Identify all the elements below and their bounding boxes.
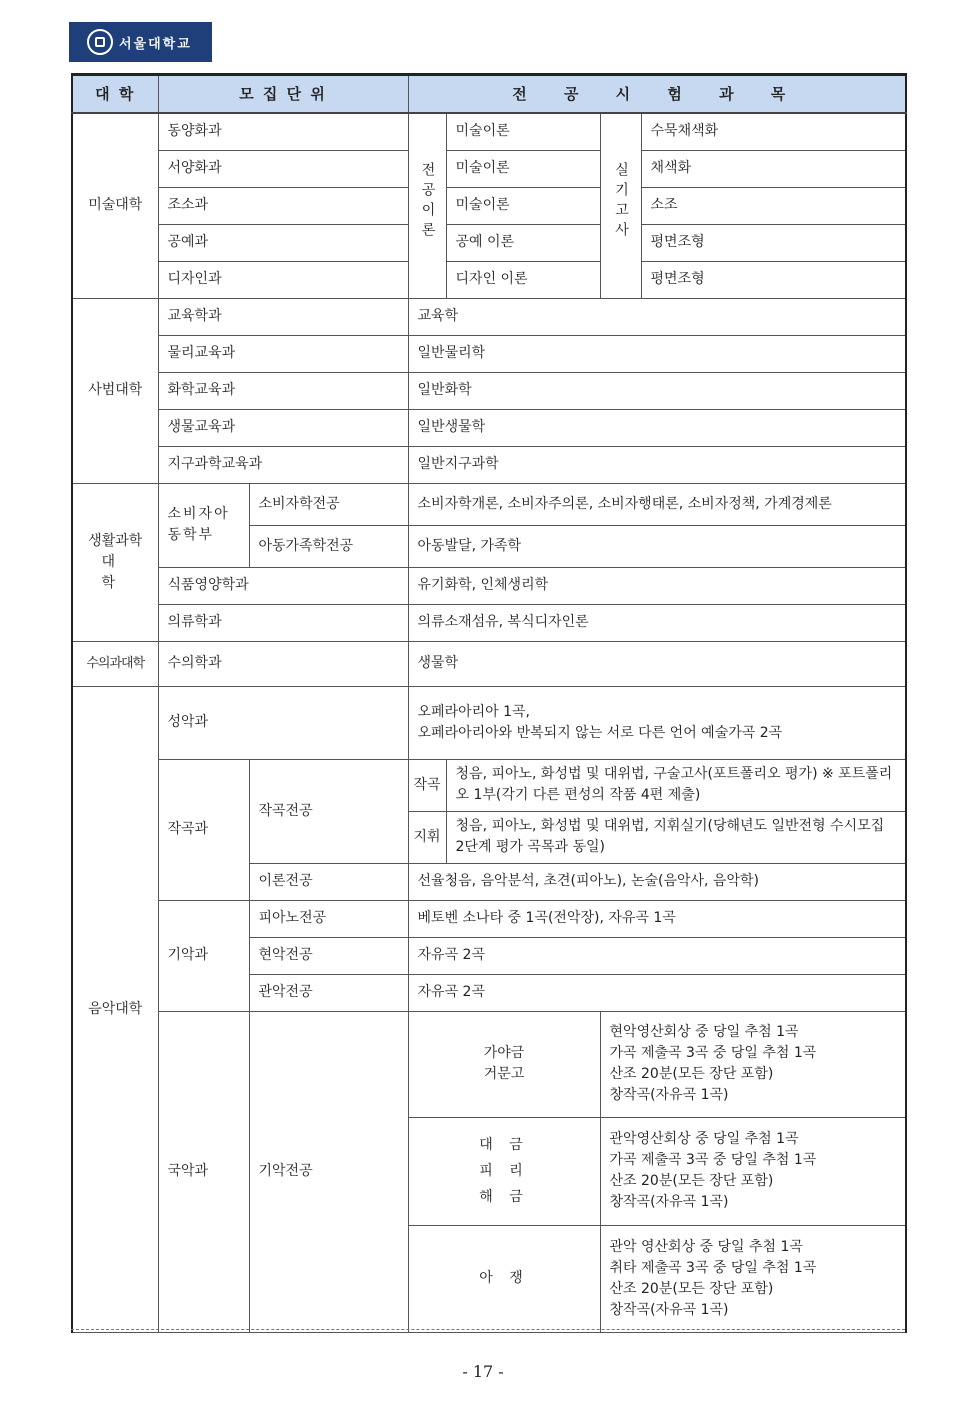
theory-subject: 공예 이론	[446, 224, 600, 261]
instrument-gayageum-line2: 거문고	[483, 1066, 525, 1082]
major-child-family: 아동가족학전공	[249, 525, 408, 567]
subject-vocal	[408, 686, 906, 759]
list-item: 현악영산회상 중 당일 추첨 1곡	[609, 1024, 799, 1040]
table-row	[72, 900, 906, 937]
header-subjects: 전 공 시 험 과 목	[408, 75, 906, 114]
unit-composition: 작곡과	[158, 759, 249, 900]
sub-conducting: 지휘	[408, 811, 446, 863]
dept-consumer-child: 소비자아동학부	[158, 483, 249, 567]
subject-gayageum	[600, 1011, 906, 1117]
practical-subject: 평면조형	[641, 261, 906, 298]
unit-cell: 수의학과	[158, 641, 408, 686]
college-life-line1: 생활과학	[88, 532, 143, 549]
subject-child-family: 아동발달, 가족학	[408, 525, 906, 567]
subject-daegeum	[600, 1117, 906, 1225]
subject-winds: 자유곡 2곡	[408, 974, 906, 1011]
list-item: 산조 20분(모든 장단 포함)	[609, 1066, 774, 1082]
college-edu: 사범대학	[72, 298, 158, 483]
table-row	[72, 1011, 906, 1117]
table-row	[72, 224, 906, 261]
college-art: 미술대학	[72, 113, 158, 298]
unit-korean-music: 국악과	[158, 1011, 249, 1332]
practical-label: 실기고사	[600, 113, 641, 298]
major-consumer: 소비자학전공	[249, 483, 408, 525]
instrument-daegeum	[408, 1117, 600, 1225]
unit-cell: 조소과	[158, 187, 408, 224]
logo-text: 서울대학교	[119, 36, 192, 52]
header-unit: 모 집 단 위	[158, 75, 408, 114]
table-header-row	[72, 75, 906, 114]
unit-cell: 식품영양학과	[158, 567, 408, 604]
header-college: 대 학	[72, 75, 158, 114]
university-logo	[69, 22, 212, 62]
sub-composition: 작곡	[408, 759, 446, 811]
subject-cell: 유기화학, 인체생리학	[408, 567, 906, 604]
instrument-daegeum-line1: 대 금	[479, 1137, 529, 1153]
page-number: - 17 -	[462, 1362, 504, 1381]
table-row	[72, 261, 906, 298]
table-row	[72, 604, 906, 641]
college-music: 음악대학	[72, 686, 158, 1332]
instrument-gayageum-line1: 가야금	[483, 1045, 525, 1061]
table-row	[72, 567, 906, 604]
theory-subject: 미술이론	[446, 150, 600, 187]
instrument-ajaeng: 아 쟁	[408, 1225, 600, 1332]
subject-ajaeng	[600, 1225, 906, 1332]
table-row	[72, 409, 906, 446]
theory-subject: 디자인 이론	[446, 261, 600, 298]
college-vet: 수의과대학	[72, 641, 158, 686]
subject-theory: 선율청음, 음악분석, 초견(피아노), 논술(음악사, 음악학)	[408, 863, 906, 900]
unit-cell: 지구과학교육과	[158, 446, 408, 483]
major-theory: 이론전공	[249, 863, 408, 900]
table-row	[72, 641, 906, 686]
table-row	[72, 686, 906, 759]
major-winds: 관악전공	[249, 974, 408, 1011]
table-row	[72, 483, 906, 525]
theory-subject: 미술이론	[446, 187, 600, 224]
unit-cell: 공예과	[158, 224, 408, 261]
subject-composition: 청음, 피아노, 화성법 및 대위법, 구술고사(포트폴리오 평가) ※ 포트폴리오 1부(각기 다른 편성의 작품 4편 제출)	[446, 759, 906, 811]
table-bottom-rule	[71, 1329, 905, 1330]
unit-cell: 디자인과	[158, 261, 408, 298]
subject-piano: 베토벤 소나타 중 1곡(전악장), 자유곡 1곡	[408, 900, 906, 937]
subject-cell: 생물학	[408, 641, 906, 686]
unit-vocal: 성악과	[158, 686, 408, 759]
table-row	[72, 187, 906, 224]
list-item: 취타 제출곡 3곡 중 당일 추첨 1곡	[609, 1259, 817, 1276]
unit-cell: 화학교육과	[158, 372, 408, 409]
college-life-line2: 대 학	[101, 553, 130, 591]
table-row	[72, 298, 906, 335]
subject-cell: 교육학	[408, 298, 906, 335]
unit-cell: 의류학과	[158, 604, 408, 641]
unit-cell: 서양화과	[158, 150, 408, 187]
table-row	[72, 113, 906, 150]
major-korean-instrumental: 기악전공	[249, 1011, 408, 1332]
list-item: 창작곡(자유곡 1곡)	[609, 1087, 729, 1103]
unit-instrumental: 기악과	[158, 900, 249, 1011]
subject-cell: 일반생물학	[408, 409, 906, 446]
practical-subject: 소조	[641, 187, 906, 224]
subject-consumer: 소비자학개론, 소비자주의론, 소비자행태론, 소비자정책, 가계경제론	[408, 483, 906, 525]
university-seal-icon	[87, 29, 113, 55]
college-life	[72, 483, 158, 641]
subject-strings: 자유곡 2곡	[408, 937, 906, 974]
major-composition: 작곡전공	[249, 759, 408, 863]
table-row	[72, 150, 906, 187]
practical-subject: 평면조형	[641, 224, 906, 261]
subject-conducting: 청음, 피아노, 화성법 및 대위법, 지휘실기(당해년도 일반전형 수시모집 2단계 평가 곡목과 동일)	[446, 811, 906, 863]
list-item: 가곡 제출곡 3곡 중 당일 추첨 1곡	[609, 1045, 817, 1061]
subject-cell: 일반물리학	[408, 335, 906, 372]
table-row	[72, 446, 906, 483]
list-item: 가곡 제출곡 3곡 중 당일 추첨 1곡	[609, 1152, 817, 1168]
exam-subjects-table	[71, 73, 907, 1333]
list-item: 창작곡(자유곡 1곡)	[609, 1301, 729, 1318]
unit-cell: 동양화과	[158, 113, 408, 150]
unit-cell: 물리교육과	[158, 335, 408, 372]
major-piano: 피아노전공	[249, 900, 408, 937]
practical-subject: 채색화	[641, 150, 906, 187]
list-item: 산조 20분(모든 장단 포함)	[609, 1173, 774, 1189]
subject-vocal-line2: 오페라아리아와 반복되지 않는 서로 다른 언어 예술가곡 2곡	[417, 724, 783, 741]
instrument-daegeum-line3: 해 금	[479, 1189, 529, 1205]
unit-cell: 교육학과	[158, 298, 408, 335]
table-row	[72, 372, 906, 409]
table-row	[72, 759, 906, 811]
theory-subject: 미술이론	[446, 113, 600, 150]
practical-subject: 수묵채색화	[641, 113, 906, 150]
list-item: 창작곡(자유곡 1곡)	[609, 1194, 729, 1210]
table-row	[72, 335, 906, 372]
subject-vocal-line1: 오페라아리아 1곡,	[417, 703, 530, 720]
major-strings: 현악전공	[249, 937, 408, 974]
theory-label: 전공이론	[408, 113, 446, 298]
instrument-daegeum-line2: 피 리	[479, 1163, 529, 1179]
unit-cell: 생물교육과	[158, 409, 408, 446]
list-item: 산조 20분(모든 장단 포함)	[609, 1280, 774, 1297]
list-item: 관악 영산회상 중 당일 추첨 1곡	[609, 1238, 803, 1255]
list-item: 관악영산회상 중 당일 추첨 1곡	[609, 1131, 799, 1147]
subject-cell: 의류소재섬유, 복식디자인론	[408, 604, 906, 641]
subject-cell: 일반지구과학	[408, 446, 906, 483]
instrument-gayageum	[408, 1011, 600, 1117]
subject-cell: 일반화학	[408, 372, 906, 409]
